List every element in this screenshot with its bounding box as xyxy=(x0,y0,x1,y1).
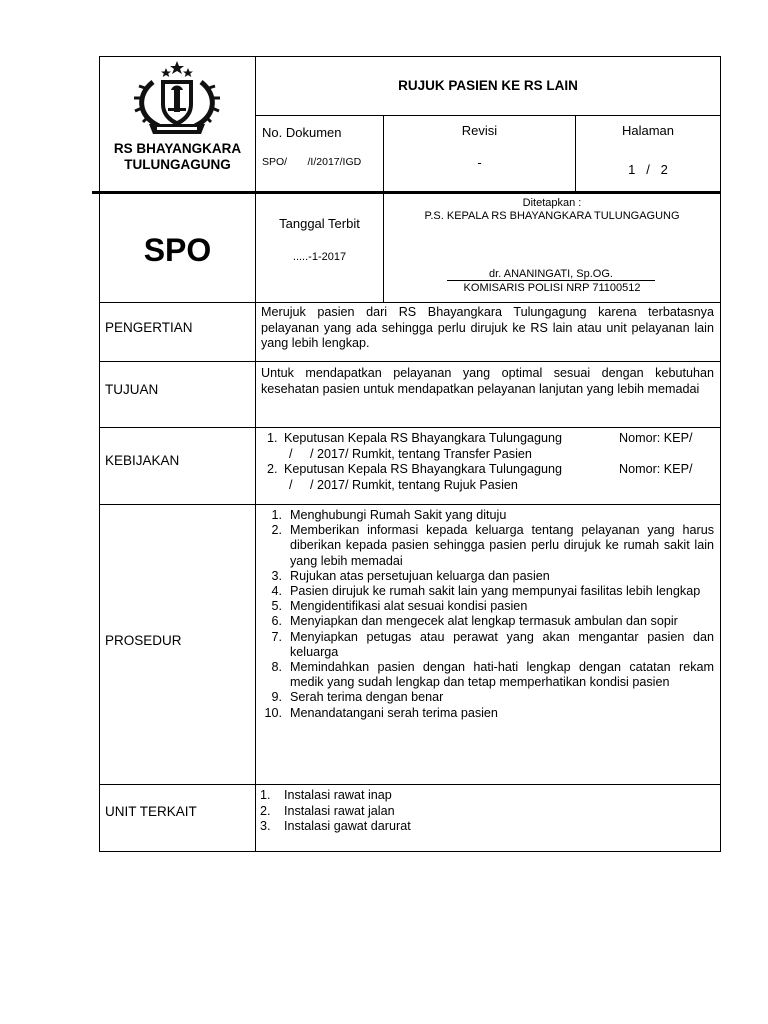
prosedur-item-number: 8. xyxy=(271,660,282,675)
prosedur-item-number: 4. xyxy=(271,584,282,599)
prosedur-item-number: 7. xyxy=(271,629,282,644)
approver-rank: KOMISARIS POLISI NRP 71100512 xyxy=(463,282,641,294)
prosedur-item-text: Pasien dirujuk ke rumah sakit lain yang mempunyai fasilitas lebih lengkap xyxy=(290,584,701,599)
spo-label: SPO xyxy=(143,232,212,268)
prosedur-item-text: Menyiapkan petugas atau perawat yang akan mengantar pasien dan keluarga xyxy=(290,629,714,659)
tanggal-terbit-label: Tanggal Terbit xyxy=(279,216,360,231)
unit-terkait-item-number: 3. xyxy=(260,819,271,833)
border-right xyxy=(720,56,721,852)
hospital-name-line1: RS BHAYANGKARA xyxy=(113,141,242,156)
document-title: RUJUK PASIEN KE RS LAIN xyxy=(398,78,578,93)
kebijakan-item xyxy=(267,462,717,493)
prosedur-item-number: 9. xyxy=(271,690,282,705)
kebijakan-item-detail: / / 2017/ Rumkit, tentang Transfer Pasien xyxy=(289,446,532,461)
police-emblem-logo xyxy=(131,60,223,138)
prosedur-item-text: Menghubungi Rumah Sakit yang dituju xyxy=(290,508,507,522)
revisi-label: Revisi xyxy=(461,123,498,138)
kebijakan-item-text: Keputusan Kepala RS Bhayangkara Tulungagung xyxy=(284,462,562,476)
approver-name: dr. ANANINGATI, Sp.OG. xyxy=(447,268,655,281)
prosedur-item-number: 6. xyxy=(271,614,282,629)
halaman-label: Halaman xyxy=(621,123,675,138)
spo-row-divider xyxy=(99,302,721,303)
unit-terkait-item-text: Instalasi rawat inap xyxy=(284,788,392,802)
prosedur-item xyxy=(258,508,714,523)
unit-terkait-item xyxy=(260,819,710,835)
prosedur-list xyxy=(258,508,714,721)
prosedur-item xyxy=(258,523,714,569)
prosedur-item-number: 5. xyxy=(271,599,282,614)
tanggal-terbit-value: .....-1-2017 xyxy=(292,251,347,263)
hospital-name xyxy=(100,141,255,173)
prosedur-item-number: 1. xyxy=(271,508,282,522)
prosedur-item xyxy=(258,614,714,629)
halaman-value: 1 / 2 xyxy=(628,162,668,177)
prosedur-item-number: 2. xyxy=(271,523,282,538)
no-dokumen-label: No. Dokumen xyxy=(262,125,342,140)
kebijakan-item xyxy=(267,431,717,462)
pengertian-divider xyxy=(99,361,721,362)
prosedur-item-number: 3. xyxy=(271,568,282,583)
tujuan-divider xyxy=(99,427,721,428)
unit-terkait-item-text: Instalasi rawat jalan xyxy=(284,803,395,818)
title-divider xyxy=(255,115,721,116)
kebijakan-item-number: 2. xyxy=(267,462,278,476)
prosedur-item-text: Menyiapkan dan mengecek alat lengkap termasuk ambulan dan sopir xyxy=(290,614,678,629)
unit-terkait-item-number: 2. xyxy=(260,803,271,818)
header-thick-divider xyxy=(92,191,721,194)
prosedur-item-number: 10. xyxy=(264,705,282,720)
prosedur-item xyxy=(258,569,714,584)
prosedur-item-text: Memindahkan pasien dengan hati-hati lengkap dengan catatan rekam medik yang sudah lengkap dan tetap memperhatikan kondisi pasien xyxy=(290,660,714,690)
kebijakan-list xyxy=(267,431,717,493)
prosedur-item-text: Serah terima dengan benar xyxy=(290,690,444,705)
prosedur-item xyxy=(258,706,714,721)
pengertian-text: Merujuk pasien dari RS Bhayangkara Tulungagung karena terbatasnya pelayanan yang ada sehingga perlu dirujuk ke RS lain atau unit pelayanan lain yang lebih lengkap. xyxy=(261,305,714,350)
prosedur-item xyxy=(258,630,714,660)
kebijakan-divider xyxy=(99,504,721,505)
kebijakan-item-detail: / / 2017/ Rumkit, tentang Rujuk Pasien xyxy=(289,477,518,492)
prosedur-item-text: Rujukan atas persetujuan keluarga dan pasien xyxy=(290,568,550,583)
kebijakan-item-nomor: Nomor: KEP/ xyxy=(619,462,693,476)
tujuan-text: Untuk mendapatkan pelayanan yang optimal sesuai dengan kebutuhan kesehatan pasien untuk mendapatkan pelayanan lanjutan yang lebih memadai xyxy=(261,366,714,396)
approver-position: P.S. KEPALA RS BHAYANGKARA TULUNGAGUNG xyxy=(424,210,680,222)
no-dokumen-value: SPO/ /I/2017/IGD xyxy=(262,156,362,168)
hospital-name-line2: TULUNGAGUNG xyxy=(124,157,231,172)
prosedur-item xyxy=(258,599,714,614)
column-divider xyxy=(255,56,256,852)
prosedur-item xyxy=(258,690,714,705)
unit-terkait-item-text: Instalasi gawat darurat xyxy=(284,819,411,833)
revisi-value: - xyxy=(477,155,482,170)
prosedur-label: PROSEDUR xyxy=(105,633,182,648)
unit-terkait-item-number: 1. xyxy=(260,788,271,802)
tujuan-label: TUJUAN xyxy=(105,382,159,397)
prosedur-divider xyxy=(99,784,721,785)
kebijakan-label: KEBIJAKAN xyxy=(105,453,180,468)
kebijakan-item-text: Keputusan Kepala RS Bhayangkara Tulungagung xyxy=(284,431,562,445)
ditetapkan-label: Ditetapkan : xyxy=(522,197,582,209)
kebijakan-item-number: 1. xyxy=(267,431,278,445)
prosedur-item-text: Memberikan informasi kepada keluarga tentang pelayanan yang harus diberikan kepada pasien sehingga pasien perlu dirujuk ke rumah sakit lain yang lebih memadai xyxy=(290,523,714,568)
prosedur-item xyxy=(258,584,714,599)
unit-terkait-list xyxy=(260,788,710,835)
prosedur-item-text: Mengidentifikasi alat sesuai kondisi pasien xyxy=(290,599,528,614)
pengertian-label: PENGERTIAN xyxy=(105,320,193,335)
border-left xyxy=(99,56,100,852)
prosedur-item-text: Menandatangani serah terima pasien xyxy=(290,705,498,720)
unit-terkait-item xyxy=(260,804,710,820)
unit-terkait-item xyxy=(260,788,710,804)
prosedur-item xyxy=(258,660,714,690)
unit-terkait-label: UNIT TERKAIT xyxy=(105,804,197,819)
kebijakan-item-nomor: Nomor: KEP/ xyxy=(619,431,693,445)
border-bottom xyxy=(99,851,721,852)
border-top xyxy=(99,56,721,57)
